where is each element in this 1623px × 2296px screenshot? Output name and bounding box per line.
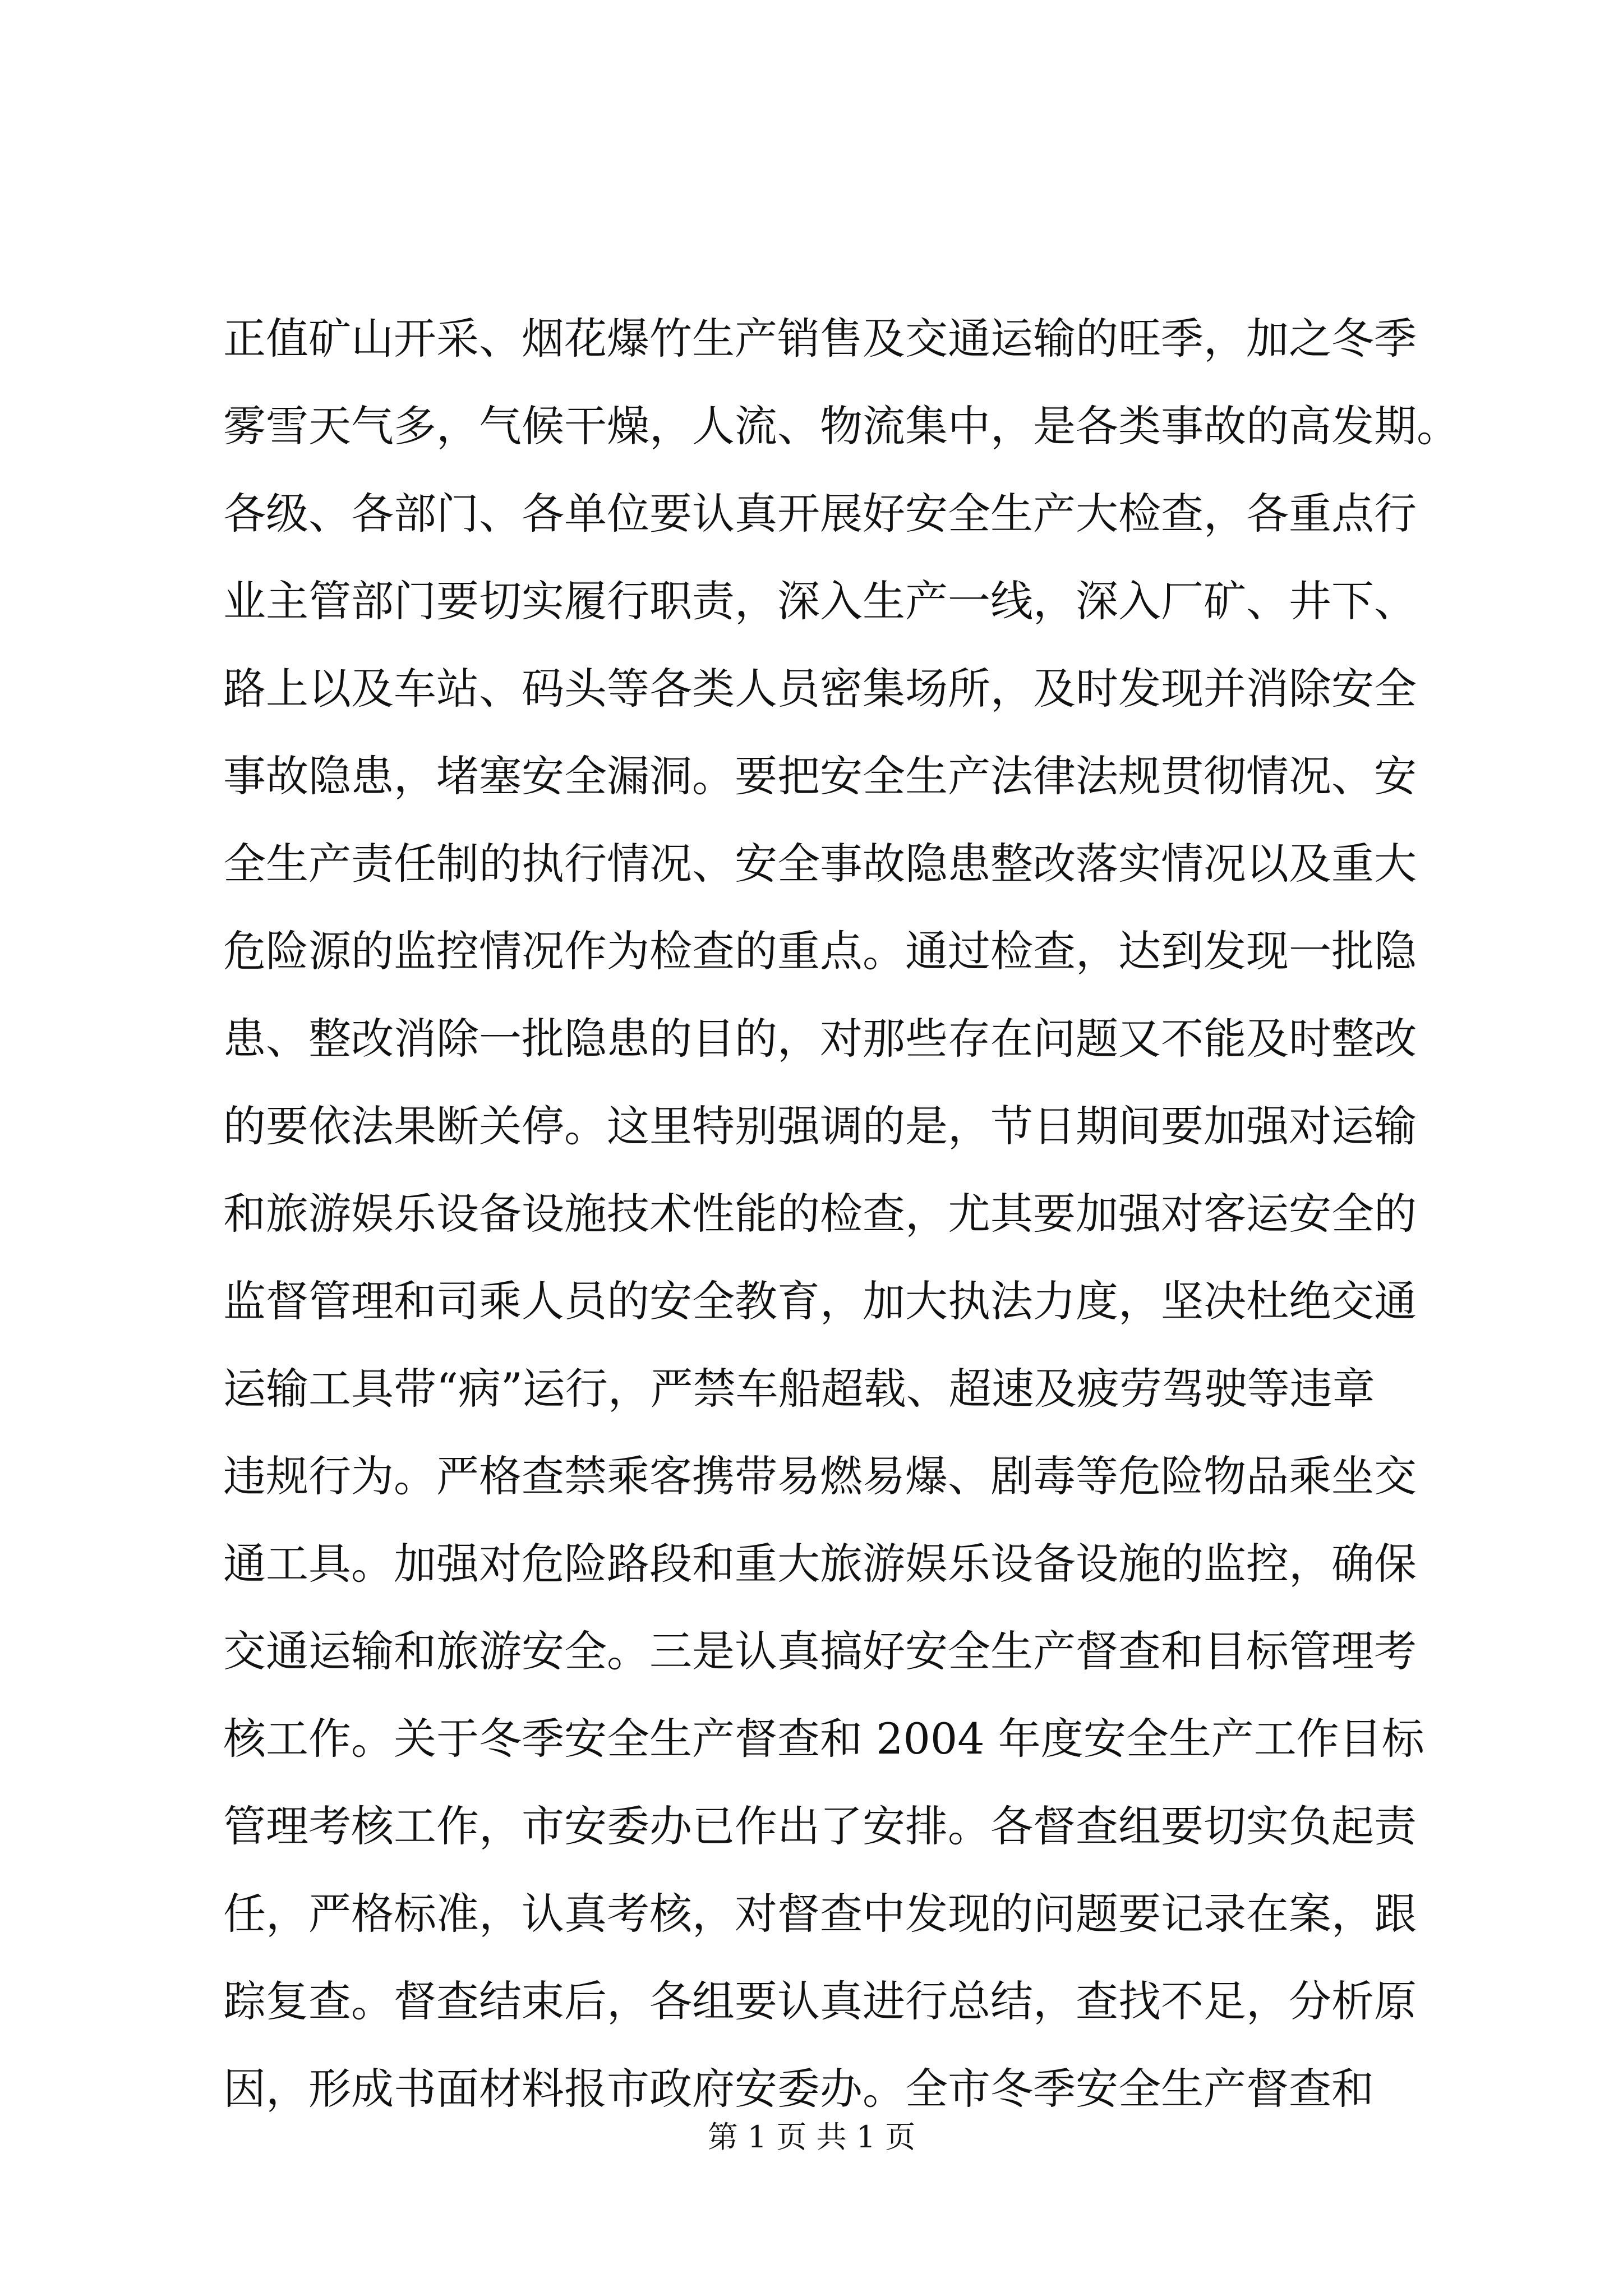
text-line: 通工具。加强对危险路段和重大旅游娱乐设备设施的监控，确保 — [223, 1539, 1417, 1589]
text-line: 运输工具带“病”运行，严禁车船超载、超速及疲劳驾驶等违章 — [223, 1364, 1375, 1414]
text-line: 事故隐患，堵塞安全漏洞。要把安全生产法律法规贯彻情况、安 — [223, 751, 1417, 801]
text-line: 任，严格标准，认真考核，对督查中发现的问题要记录在案，跟 — [223, 1889, 1417, 1939]
text-line: 交通运输和旅游安全。三是认真搞好安全生产督查和目标管理考 — [223, 1626, 1417, 1676]
text-line: 核工作。关于冬季安全生产督查和 2004 年度安全生产工作目标 — [223, 1714, 1424, 1764]
text-line: 违规行为。严格查禁乘客携带易燃易爆、剧毒等危险物品乘坐交 — [223, 1451, 1417, 1501]
text-line: 踪复查。督查结束后，各组要认真进行总结，查找不足，分析原 — [223, 1976, 1417, 2026]
text-line: 路上以及车站、码头等各类人员密集场所，及时发现并消除安全 — [223, 664, 1417, 714]
text-line: 各级、各部门、各单位要认真开展好安全生产大检查，各重点行 — [223, 489, 1417, 539]
text-line: 的要依法果断关停。这里特别强调的是，节日期间要加强对运输 — [223, 1101, 1417, 1151]
text-line: 全生产责任制的执行情况、安全事故隐患整改落实情况以及重大 — [223, 839, 1417, 889]
text-line: 危险源的监控情况作为检查的重点。通过检查，达到发现一批隐 — [223, 926, 1417, 976]
text-line: 正值矿山开采、烟花爆竹生产销售及交通运输的旺季，加之冬季 — [223, 314, 1417, 364]
text-line: 和旅游娱乐设备设施技术性能的检查，尤其要加强对客运安全的 — [223, 1189, 1417, 1239]
text-line: 管理考核工作，市安委办已作出了安排。各督查组要切实负起责 — [223, 1801, 1417, 1851]
text-line: 雾雪天气多，气候干燥，人流、物流集中，是各类事故的高发期。 — [223, 401, 1459, 451]
text-line: 业主管部门要切实履行职责，深入生产一线，深入厂矿、井下、 — [223, 576, 1417, 626]
page-footer: 第 1 页 共 1 页 — [707, 2119, 916, 2155]
text-line: 患、整改消除一批隐患的目的，对那些存在问题又不能及时整改 — [223, 1014, 1417, 1064]
text-line: 监督管理和司乘人员的安全教育，加大执法力度，坚决杜绝交通 — [223, 1276, 1417, 1326]
text-line: 因，形成书面材料报市政府安委办。全市冬季安全生产督查和 — [223, 2064, 1374, 2114]
body-text — [223, 295, 1459, 2133]
